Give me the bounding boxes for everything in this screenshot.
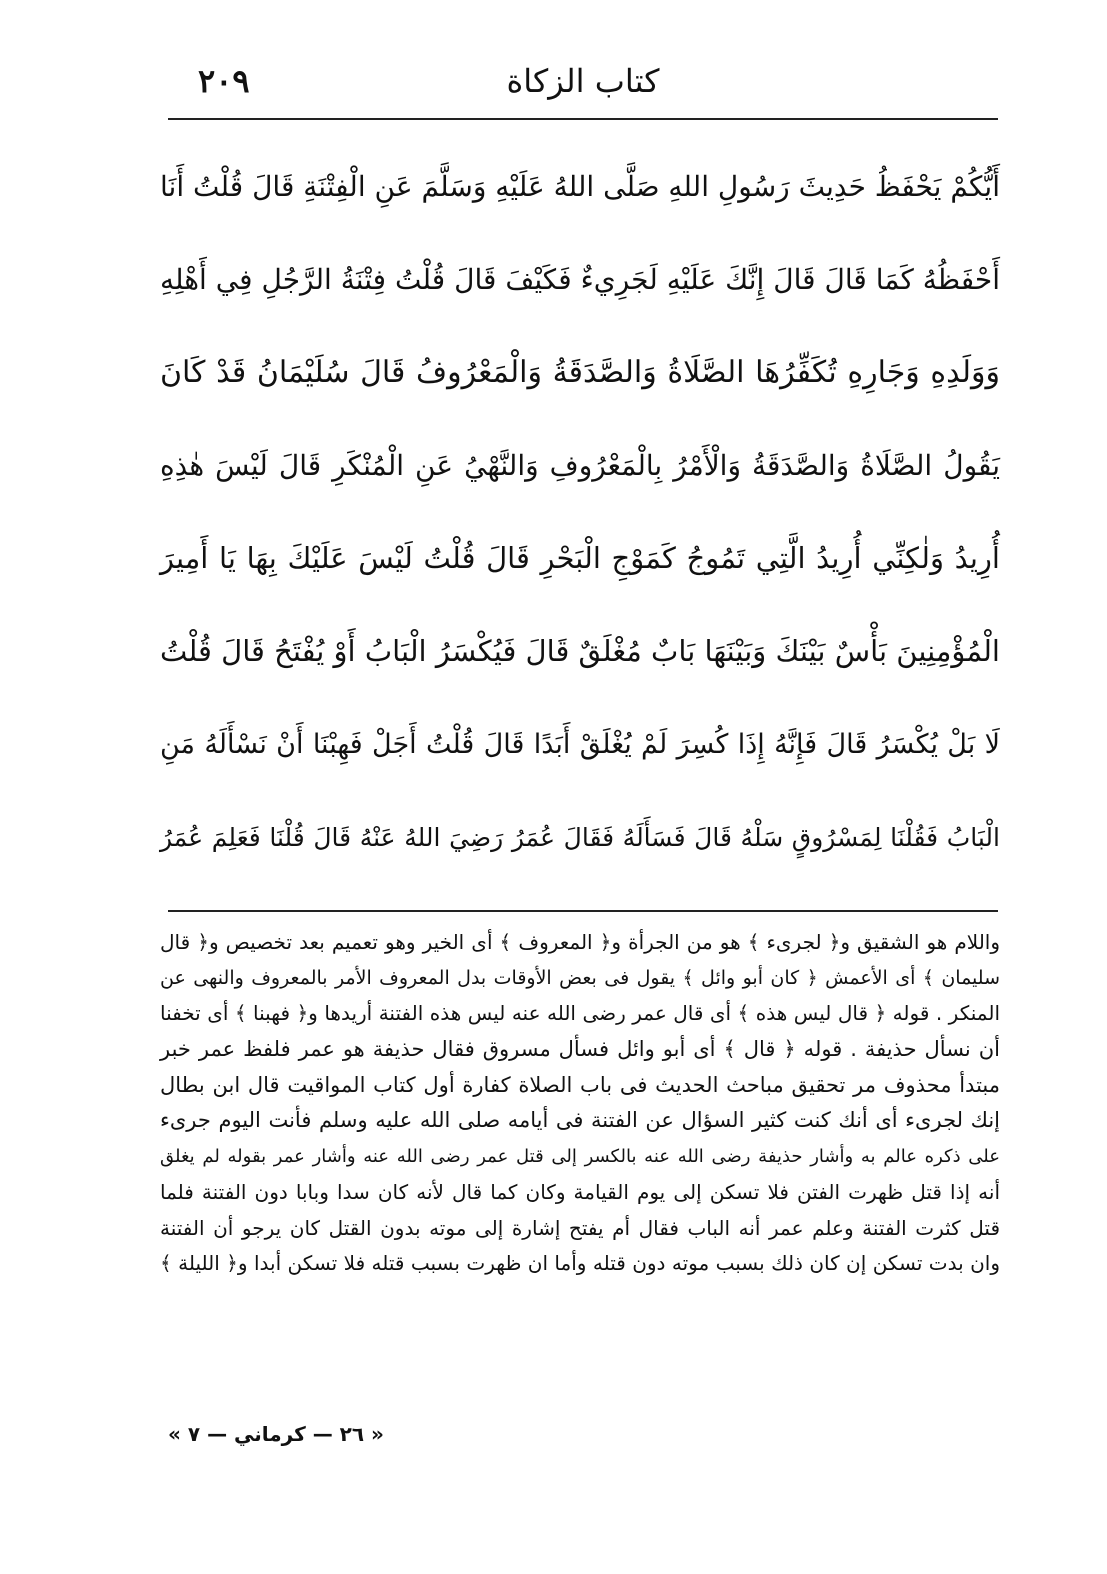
footnote-line: إنك لجرىء أى أنك كنت كثير السؤال عن الفتنة فى أيامه صلى الله عليه وسلم فأنت اليوم جرىء (160, 1108, 1000, 1133)
main-text-line: وَوَلَدِهِ وَجَارِهِ تُكَفِّرُهَا الصَّلَاةُ وَالصَّدَقَةُ وَالْمَعْرُوفُ قَالَ سُلَيْمَانُ قَدْ كَانَ (160, 355, 1000, 390)
footnote-line: أنه إذا قتل ظهرت الفتن فلا تسكن إلى يوم القيامة وكان كما قال لأنه كان سدا وبابا دون الفتنة فلما (160, 1179, 1000, 1204)
footnote-line: أن نسأل حذيفة . قوله ﴿ قال ﴾ أى أبو وائل فسأل مسروق فقال حذيفة هو عمر فلفظ عمر خبر (160, 1037, 1000, 1062)
header-divider (168, 118, 998, 120)
footnote-divider (168, 910, 998, 912)
main-text (160, 140, 1000, 884)
main-text-line: الْبَابُ فَقُلْنَا لِمَسْرُوقٍ سَلْهُ قَالَ فَسَأَلَهُ فَقَالَ عُمَرُ رَضِيَ اللهُ عَنْهُ قَالَ قُلْنَا فَعَلِمَ عُمَرُ (160, 823, 1000, 852)
footnote-line: وان بدت تسكن إن كان ذلك بسبب موته دون قتله وأما ان ظهرت بسبب قتله فلا تسكن أبدا و﴿ الليلة ﴾ (160, 1251, 1000, 1276)
printer-signature-mark: « ٢٦ — كرماني — ٧ » (168, 1422, 384, 1446)
footnote-commentary (160, 925, 1000, 1282)
main-text-line: أَيُّكُمْ يَحْفَظُ حَدِيثَ رَسُولِ اللهِ صَلَّى اللهُ عَلَيْهِ وَسَلَّمَ عَنِ الْفِتْنَةِ قَالَ قُلْتُ أَنَا (160, 170, 1000, 203)
main-text-line: أَحْفَظُهُ كَمَا قَالَ قَالَ إِنَّكَ عَلَيْهِ لَجَرِيءٌ فَكَيْفَ قَالَ قُلْتُ فِتْنَةُ الرَّجُلِ فِي أَهْلِهِ (160, 263, 1000, 296)
footnote-line: مبتدأ محذوف مر تحقيق مباحث الحديث فى باب الصلاة كفارة أول كتاب المواقيت قال ابن بطال (160, 1072, 1000, 1097)
footnote-line: واللام هو الشقيق و﴿ لجرىء ﴾ هو من الجرأة و﴿ المعروف ﴾ أى الخير وهو تعميم بعد تخصيص و﴿ قال (160, 930, 1000, 954)
footnote-line: سليمان ﴾ أى الأعمش ﴿ كان أبو وائل ﴾ يقول فى بعض الأوقات بدل المعروف الأمر بالمعروف والنهى عن (160, 966, 1000, 989)
footnote-line: قتل كثرت الفتنة وعلم عمر أنه الباب فقال أم يفتح إشارة إلى موته بدون القتل كان يرجو أن الفتنة (160, 1215, 1000, 1240)
page-number: ٢٠٩ (198, 62, 250, 100)
main-text-line: أُرِيدُ وَلٰكِنِّي أُرِيدُ الَّتِي تَمُوجُ كَمَوْجِ الْبَحْرِ قَالَ قُلْتُ لَيْسَ عَلَيْكَ بِهَا يَا أَمِيرَ (160, 541, 1000, 575)
page-header (168, 62, 998, 112)
main-text-line: الْمُؤْمِنِينَ بَأْسٌ بَيْنَكَ وَبَيْنَهَا بَابٌ مُغْلَقٌ قَالَ فَيُكْسَرُ الْبَابُ أَوْ يُفْتَحُ قَالَ قُلْتُ (159, 634, 1000, 668)
footnote-line: المنكر . قوله ﴿ قال ليس هذه ﴾ أى قال عمر رضى الله عنه ليس هذه الفتنة أريدها و﴿ فهبنا ﴾ أى تخفنا (160, 1001, 1000, 1026)
main-text-line: لَا بَلْ يُكْسَرُ قَالَ فَإِنَّهُ إِذَا كُسِرَ لَمْ يُغْلَقْ أَبَدًا قَالَ قُلْتُ أَجَلْ فَهِبْنَا أَنْ نَسْأَلَهُ مَنِ (160, 729, 1000, 760)
main-text-line: يَقُولُ الصَّلَاةُ وَالصَّدَقَةُ وَالْأَمْرُ بِالْمَعْرُوفِ وَالنَّهْيُ عَنِ الْمُنْكَرِ قَالَ لَيْسَ هٰذِهِ (160, 449, 1000, 482)
footnote-line: على ذكره عالم به وأشار حذيفة رضى الله عنه بالكسر إلى قتل عمر رضى الله عنه وأشار عمر بقوله لم يغلق (160, 1146, 1000, 1168)
running-title: كتاب الزكاة (506, 62, 660, 100)
